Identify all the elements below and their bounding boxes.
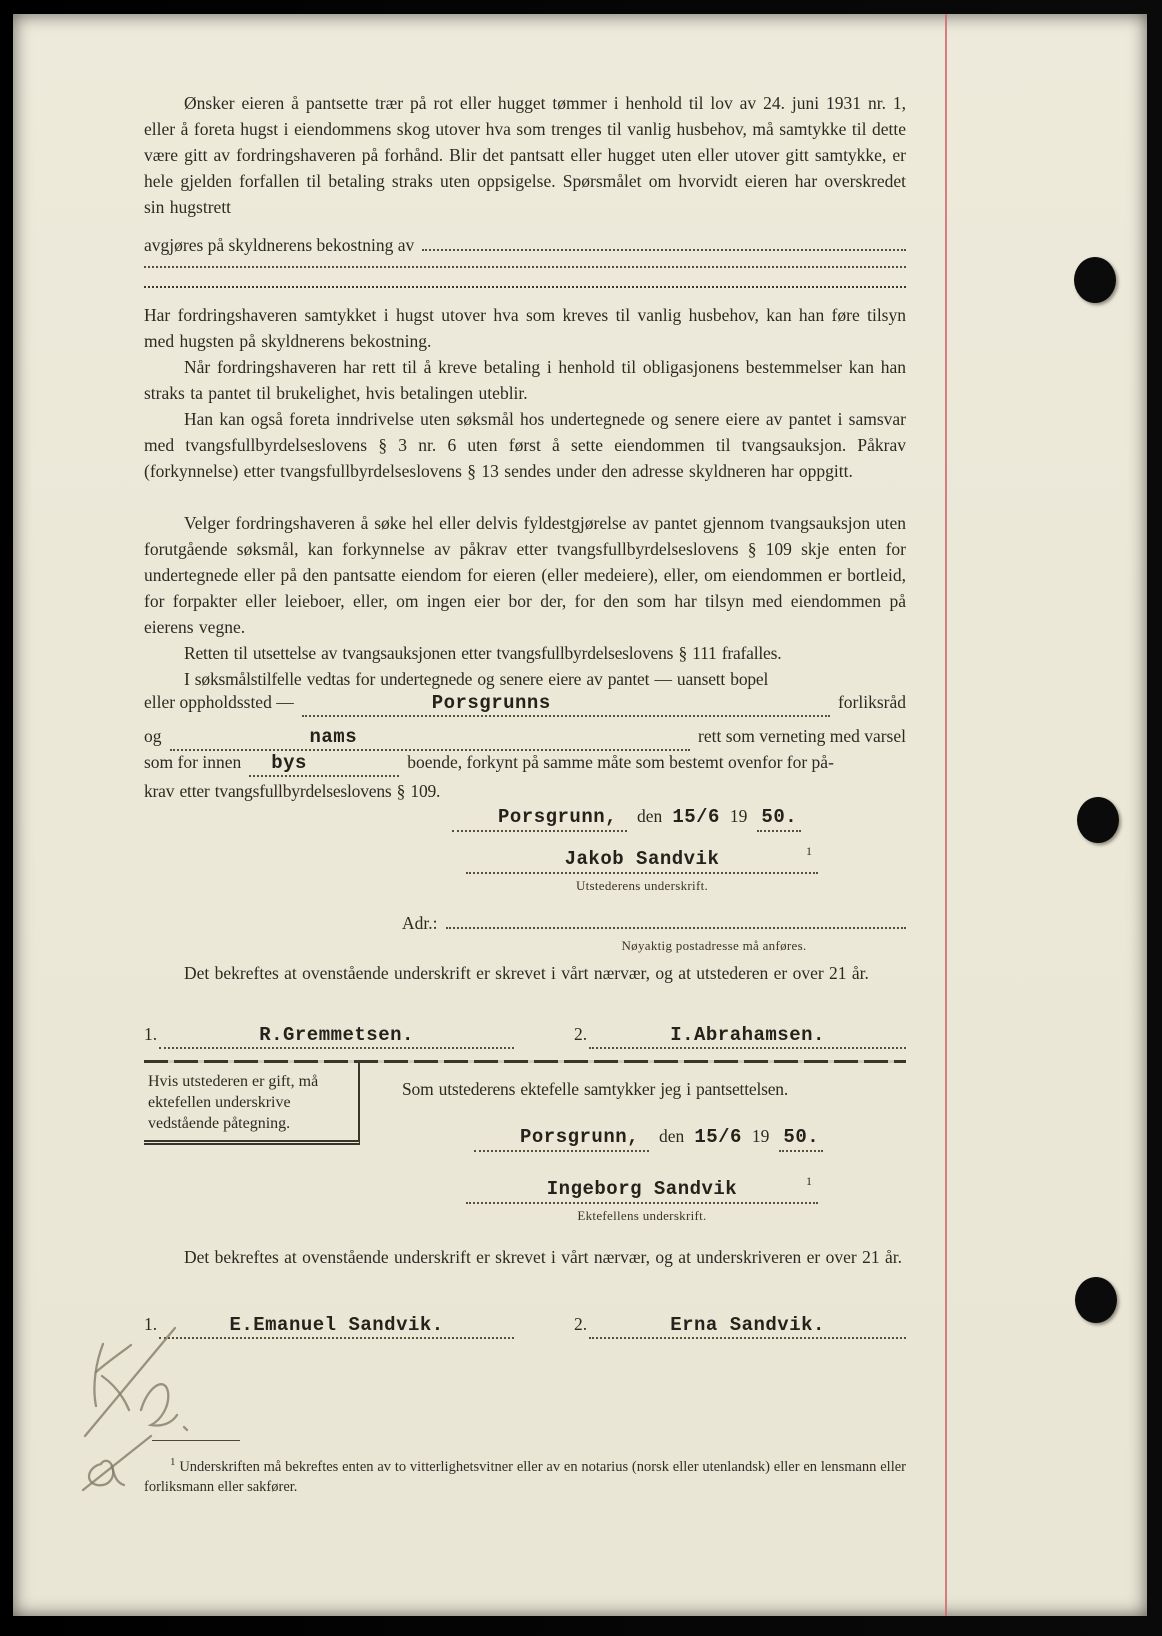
place-typed-2: Porsgrunn, [520,1126,640,1148]
paragraph-confirm-spouse: Det bekreftes at ovenstående underskrift er skrevet i vårt nærvær, og at underskriveren er over 21 år. [184,1247,902,1267]
witness-4-slot [574,1314,906,1339]
label-adr: Adr.: [402,912,438,933]
forliksrad-typed-value: Porsgrunns [431,692,551,714]
verneting-typed-value: nams [309,726,358,748]
paragraph-tilsyn: Har fordringshaveren samtykket i hugst utover hva som kreves til vanlig husbehov, kan han føre tilsyn med hugsten på skyldnerens bekostning. [144,305,906,351]
innen-typed-value: bys [271,752,307,774]
label-boende: boende, forkynt på samme måte som bestemt ovenfor for på- [407,752,834,772]
dotted-rule-dense [144,286,906,288]
issuer-signature-caption: Utstederens underskrift. [575,878,709,893]
footnote-number: 1 [170,1456,176,1468]
label-den-2: den [659,1126,685,1146]
footnote-ref-mark: 1 [806,844,812,858]
issuer-signature-typed: Jakob Sandvik [564,848,720,870]
red-margin-line [945,14,947,1616]
year-typed-2: 50. [783,1126,820,1148]
footnote-ref-mark-2: 1 [806,1174,812,1188]
paragraph-forestry-clause: Ønsker eieren å pantsette trær på rot eller hugget tømmer i henhold til lov av 24. juni 1931 nr. 1, eller å foreta hugst i eiendommens skog utover hva som trenges til vanlig husbehov, må samtykke til dette være gitt av fordringshaveren på forhånd. Blir det pantsatt eller hugget uten eller utover gitt samtykke, er hele gjelden forfallen til betaling straks uten oppsigelse. Spørsmålet om hvorvidt eieren har overskredet sin hugstrett [144,93,906,217]
spouse-signature-caption: Ektefellens underskrift. [577,1208,707,1223]
witness-2-line [589,1024,906,1049]
label-19-1: 19 [729,806,748,826]
witness-1-line [159,1024,514,1049]
punch-hole-bottom [1075,1277,1117,1323]
label-forliksrad: forliksråd [837,692,906,712]
place-field-1 [452,806,627,832]
dotted-rule [144,266,906,268]
paragraph-inndrivelse: Han kan også foreta inndrivelse uten søksmål hos undertegnede og senere eiere av pantet i samsvar med tvangsfullbyrdelseslovens § 3 nr. 6 uten først å sette eiendommen til tvangsauksjon. Påkrav (forkynnelse) etter tvangsfullbyrdelseslovens § 13 sendes under den adresse skyldneren har oppgitt. [144,409,906,481]
address-row [402,910,906,934]
label-den-1: den [637,806,663,826]
date-typed-1: 15/6 [672,806,720,828]
address-field [446,910,907,929]
witness-4-line [589,1314,906,1339]
witness-1-slot [144,1024,514,1049]
witness-2-slot [574,1024,906,1049]
date-line-spouse [474,1126,894,1152]
date-typed-2: 15/6 [694,1126,742,1148]
year-typed-1: 50. [761,806,798,828]
label-num-1b: 1. [144,1314,158,1334]
label-num-2: 2. [574,1024,588,1044]
spouse-instruction-box: Hvis utstederen er gift, må ektefellen underskrive vedstående påtegning. [144,1063,360,1145]
paragraph-soksmal: I søksmålstilfelle vedtas for undertegnede og senere eiere av pantet — uansett bopel [184,669,769,689]
witness-3-signature: E.Emanuel Sandvik. [229,1314,444,1336]
spouse-consent-text: Som utstederens ektefelle samtykker jeg i pantsettelsen. [402,1079,789,1099]
forliksrad-field [302,692,830,717]
witness-1-signature: R.Gremmetsen. [259,1024,414,1046]
label-oppholdssted: eller oppholdssted — [144,692,294,712]
field-label-avgjores: avgjøres på skyldnerens bekostning av [144,234,415,255]
year-field-2 [779,1126,823,1152]
paragraph-utsettelse: Retten til utsettelse av tvangsauksjonen etter tvangsfullbyrdelseslovens § 111 frafalles. [184,643,782,663]
punch-hole-top [1074,257,1116,303]
handwritten-initials [71,1314,261,1504]
footnote-body: Underskriften må bekreftes enten av to vitterlighetsvitner eller av en notarius (norsk eller utenlandsk) eller en lensmann eller forliksmann eller sakfører. [144,1458,906,1495]
label-num-1: 1. [144,1024,158,1044]
label-num-2b: 2. [574,1314,588,1334]
label-og: og [144,726,162,746]
address-caption: Nøyaktig postadresse må anføres. [621,937,807,953]
issuer-signature-line [466,844,818,874]
punch-hole-middle [1077,797,1119,843]
address-block [402,910,906,954]
label-verneting: rett som verneting med varsel [698,726,906,746]
paragraph-confirm-issuer: Det bekreftes at ovenstående underskrift er skrevet i vårt nærvær, og at utstederen er over 21 år. [184,963,869,983]
place-typed-1: Porsgrunn, [498,806,618,828]
paragraph-brukelighet: Når fordringshaveren har rett til å kreve betaling i henhold til obligasjonens bestemmelser kan han straks ta pantet til brukelighet, hvis betalingen uteblir. [144,357,906,403]
witness-4-signature: Erna Sandvik. [670,1314,825,1336]
place-field-2 [474,1126,649,1152]
label-19-2: 19 [751,1126,770,1146]
paragraph-krav: krav etter tvangsfullbyrdelseslovens § 109. [144,781,441,801]
spouse-signature-line [466,1174,818,1204]
spouse-signature-block [466,1174,818,1224]
issuer-signature-block [466,844,818,894]
document-page [13,14,1147,1616]
paragraph-tvangsauksjon: Velger fordringshaveren å søke hel eller delvis fyldestgjørelse av pantet gjennom tvangsauksjon uten forutgående søksmål, kan forkynnelse av påkrav etter tvangsfullbyrdelseslovens § 109 skje enten for undertegnede eller på den pantsatte eiendom for eieren (eller medeiere), eller, om eiendommen er bortleid, for forpakter eller leieboer, eller, om ingen eier bor der, for den som har tilsyn med eiendommen på eierens vegne. [144,513,906,637]
label-som-for-innen: som for innen [144,752,242,772]
year-field-1 [757,806,801,832]
field-row-innen [144,752,906,777]
dotted-blank [422,232,906,251]
date-line-issuer [452,806,872,832]
spouse-signature-typed: Ingeborg Sandvik [546,1178,738,1200]
field-row-hugst [144,232,906,256]
field-row-verneting [144,726,906,751]
innen-field [249,752,399,777]
field-row-forliksrad [144,692,906,717]
witness-row-issuer [144,1024,906,1049]
verneting-field [170,726,691,751]
witness-2-signature: I.Abrahamsen. [670,1024,825,1046]
